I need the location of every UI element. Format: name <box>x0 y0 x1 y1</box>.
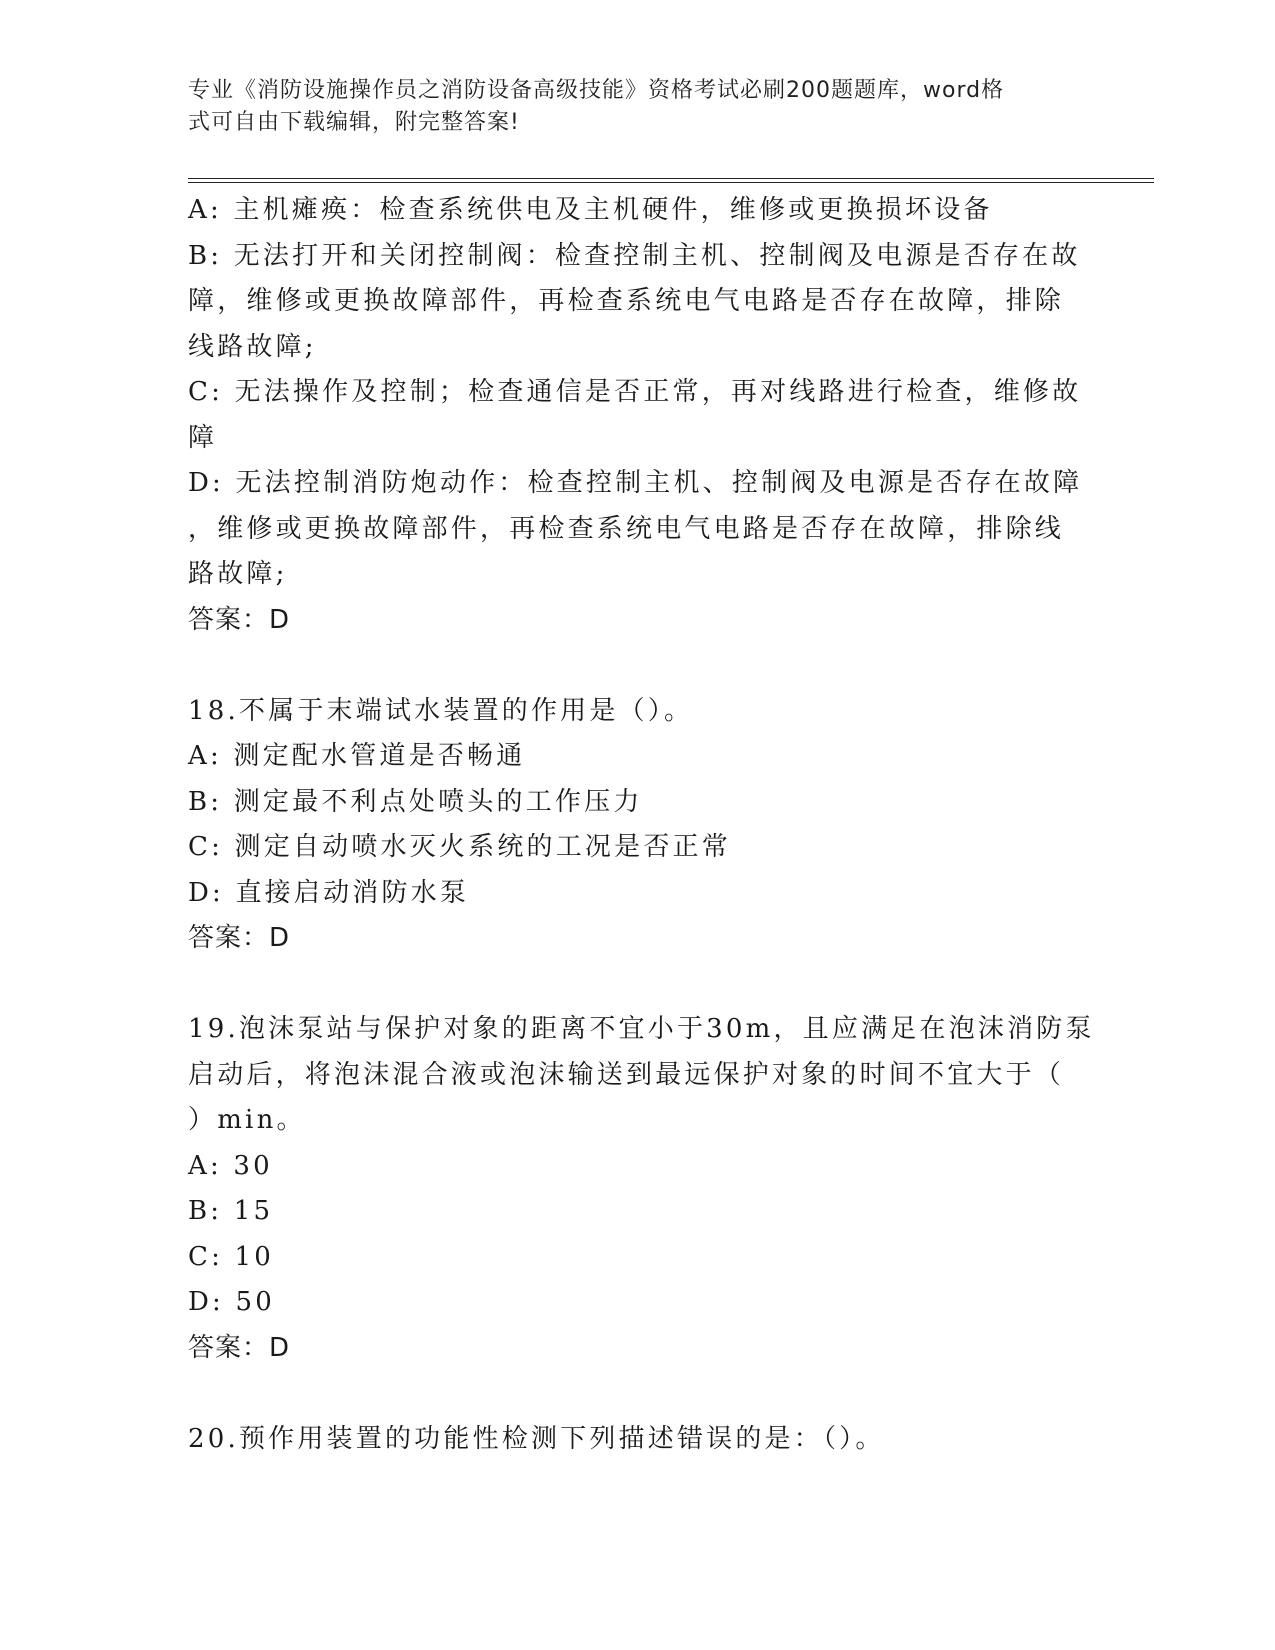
q20-question: 20.预作用装置的功能性检测下列描述错误的是：（）。 <box>188 1423 885 1454</box>
q19-option-c: C: 10 <box>188 1241 275 1272</box>
header-line-1: 专业《消防设施操作员之消防设备高级技能》资格考试必刷200题题库，word格 <box>188 78 1005 103</box>
q19-question-line-2: 启动后，将泡沫混合液或泡沫输送到最远保护对象的时间不宜大于（ <box>188 1059 1065 1090</box>
header-line-2: 式可自由下载编辑，附完整答案! <box>188 110 520 135</box>
spacer <box>188 1371 1088 1417</box>
q18-question: 18.不属于末端试水装置的作用是（）。 <box>188 695 694 726</box>
q17-option-c-line-2: 障 <box>188 422 218 453</box>
header-divider-bottom <box>188 182 1154 183</box>
q17-answer: 答案：D <box>188 604 291 635</box>
q17-option-d-line-2: ，维修或更换故障部件，再检查系统电气电路是否存在故障，排除线 <box>188 513 1065 544</box>
q19-option-b: B: 15 <box>188 1196 274 1226</box>
q18-option-b: B: 测定最不利点处喷头的工作压力 <box>188 786 643 817</box>
spacer <box>188 643 1088 689</box>
q18-option-d: D: 直接启动消防水泵 <box>188 877 470 908</box>
q18-option-a: A: 测定配水管道是否畅通 <box>188 741 526 771</box>
document-header <box>188 75 1068 139</box>
q19-question-line-3: ）min。 <box>188 1105 306 1135</box>
q18-answer: 答案：D <box>188 923 291 953</box>
q17-option-a: A: 主机瘫痪：检查系统供电及主机硬件，维修或更换损坏设备 <box>188 195 993 225</box>
q18-option-c: C: 测定自动喷水灭火系统的工况是否正常 <box>188 832 731 862</box>
q19-option-a: A: 30 <box>188 1150 273 1181</box>
q17-option-d-line-1: D: 无法控制消防炮动作：检查控制主机、控制阀及电源是否存在故障 <box>188 468 1083 498</box>
q19-question-line-1: 19.泡沫泵站与保护对象的距离不宜小于30m，且应满足在泡沫消防泵 <box>188 1014 1095 1044</box>
q17-option-c-line-1: C: 无法操作及控制；检查通信是否正常，再对线路进行检查，维修故 <box>188 377 1082 407</box>
q17-option-d-line-3: 路故障; <box>188 559 288 589</box>
spacer <box>188 962 1088 1008</box>
q19-option-d: D: 50 <box>188 1287 275 1317</box>
question-content <box>188 188 1095 1462</box>
q17-option-b-line-3: 线路故障; <box>188 331 317 362</box>
q19-answer: 答案：D <box>188 1332 291 1363</box>
q17-option-b-line-1: B: 无法打开和关闭控制阀：检查控制主机、控制阀及电源是否存在故 <box>188 240 1081 271</box>
q17-option-b-line-2: 障，维修或更换故障部件，再检查系统电气电路是否存在故障，排除 <box>188 286 1065 316</box>
header-divider-top <box>188 178 1154 179</box>
